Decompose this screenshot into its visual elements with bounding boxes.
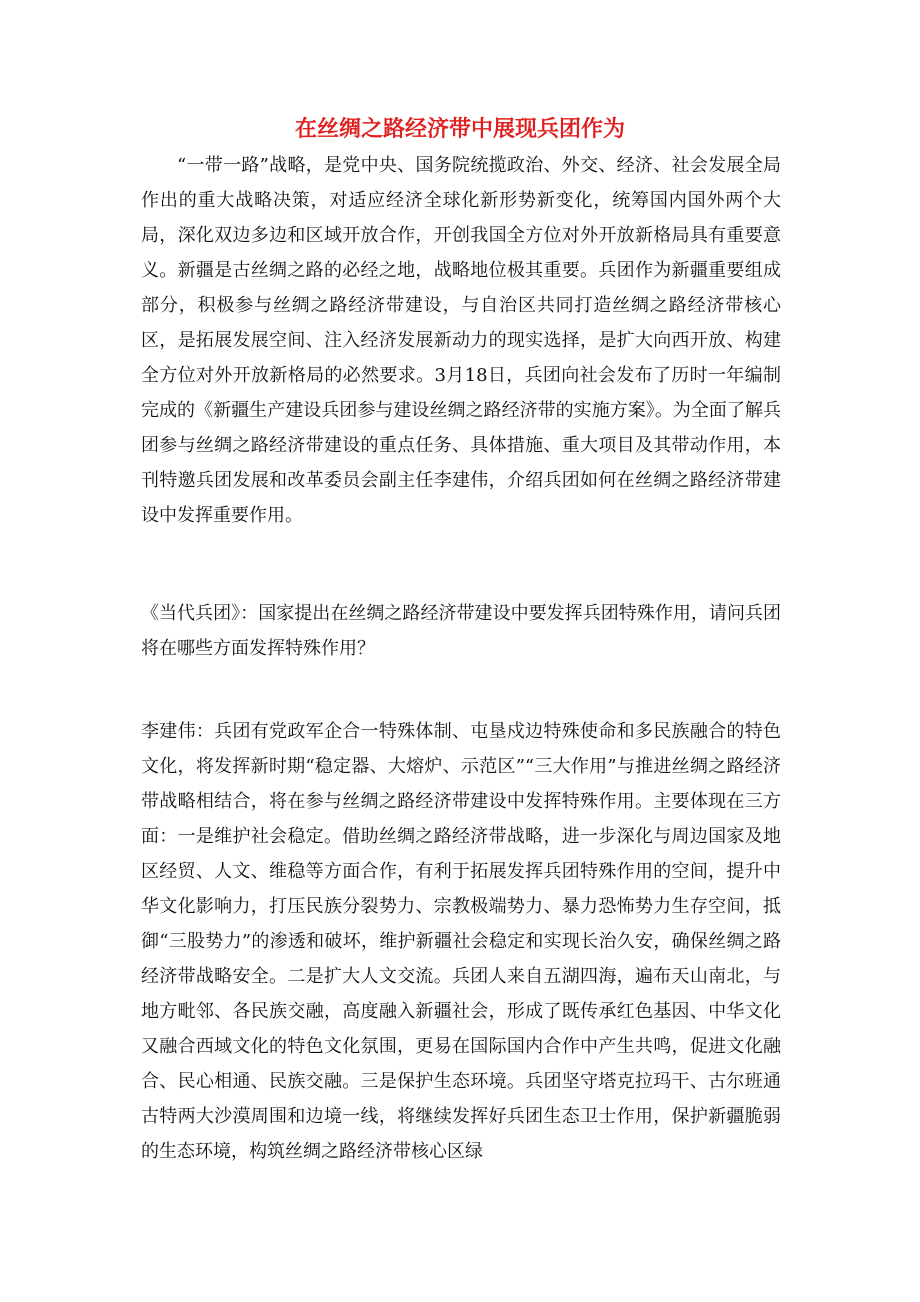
article-title: 在丝绸之路经济带中展现兵团作为 (294, 117, 625, 142)
question-paragraph: 《当代兵团》：国家提出在丝绸之路经济带建设中要发挥兵团特殊作用，请问兵团将在哪些方面发挥特殊作用？ (141, 603, 781, 659)
answer-paragraph: 李建伟：兵团有党政军企合一特殊体制、屯垦戍边特殊使命和多民族融合的特色文化，将发挥新时期“稳定器、大熔炉、示范区”“三大作用”与推进丝绸之路经济带战略相结合，将在参与丝绸之路经济带建设中发挥特殊作用。主要体现在三方面：一是维护社会稳定。借助丝绸之路经济带战略，进一步深化与周边国家及地区经贸、人文、维稳等方面合作，有利于拓展发挥兵团特殊作用的空间，提升中华文化影响力，打压民族分裂势力、宗教极端势力、暴力恐怖势力生存空间，抵御“三股势力”的渗透和破坏，维护新疆社会稳定和实现长治久安，确保丝绸之路经济带战略安全。二是扩大人文交流。兵团人来自五湖四海，遍布天山南北，与地方毗邻、各民族交融，高度融入新疆社会，形成了既传承红色基因、中华文化又融合西域文化的特色文化氛围，更易在国际国内合作中产生共鸣，促进文化融合、民心相通、民族交融。三是保护生态环境。兵团坚守塔克拉玛干、古尔班通古特两大沙漠周围和边境一线，将继续发挥好兵团生态卫士作用，保护新疆脆弱的生态环境，构筑丝绸之路经济带核心区绿 (141, 721, 781, 1162)
intro-paragraph: “一带一路”战略，是党中央、国务院统揽政治、外交、经济、社会发展全局作出的重大战略决策，对适应经济全球化新形势新变化，统筹国内国外两个大局，深化双边多边和区域开放合作，开创我国全方位对外开放新格局具有重要意义。新疆是古丝绸之路的必经之地，战略地位极其重要。兵团作为新疆重要组成部分，积极参与丝绸之路经济带建设，与自治区共同打造丝绸之路经济带核心区，是拓展发展空间、注入经济发展新动力的现实选择，是扩大向西开放、构建全方位对外开放新格局的必然要求。3月18日，兵团向社会发布了历时一年编制完成的《新疆生产建设兵团参与建设丝绸之路经济带的实施方案》。为全面了解兵团参与丝绸之路经济带建设的重点任务、具体措施、重大项目及其带动作用，本刊特邀兵团发展和改革委员会副主任李建伟，介绍兵团如何在丝绸之路经济带建设中发挥重要作用。 (141, 155, 781, 526)
